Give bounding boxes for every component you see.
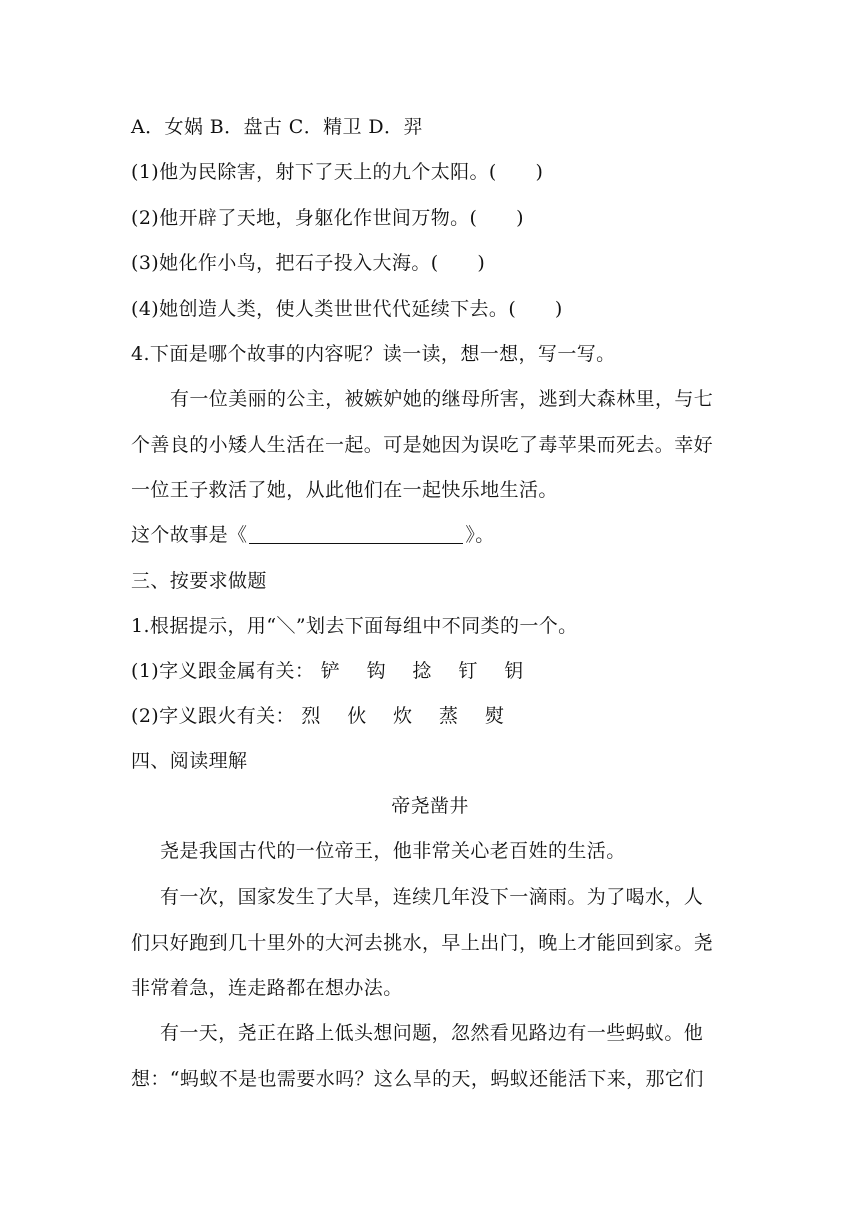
group-1-word: 铲 — [320, 660, 341, 682]
reading-title: 帝尧凿井 — [391, 795, 469, 817]
reading-line-3: 们只好跑到几十里外的大河去挑水，早上出门，晚上才能回到家。尧 — [131, 932, 714, 954]
answer-prefix: 这个故事是《 — [131, 524, 248, 546]
answer-suffix: 》。 — [465, 524, 495, 546]
word-group-1 — [131, 658, 544, 684]
section-3-q1-prompt: 1.根据提示，用“＼”划去下面每组中不同类的一个。 — [131, 615, 578, 637]
question-4-prompt: 4.下面是哪个故事的内容呢？读一读，想一想，写一写。 — [131, 343, 616, 365]
section-4-heading: 四、阅读理解 — [131, 750, 248, 772]
answer-blank[interactable] — [249, 525, 463, 544]
story-line-1: 有一位美丽的公主，被嫉妒她的继母所害，逃到大森林里，与七 — [170, 388, 714, 410]
match-item-4: (4)她创造人类，使人类世世代代延续下去。( ) — [131, 298, 563, 320]
reading-line-1: 尧是我国古代的一位帝王，他非常关心老百姓的生活。 — [160, 840, 626, 862]
section-3-heading: 三、按要求做题 — [131, 570, 267, 592]
group-1-word: 钥 — [504, 660, 524, 682]
group-1-label: (1)字义跟金属有关： — [131, 660, 315, 682]
match-item-3: (3)她化作小鸟，把石子投入大海。( ) — [131, 252, 486, 274]
group-1-word: 钉 — [458, 660, 478, 682]
reading-line-4: 非常着急，连走路都在想办法。 — [131, 977, 403, 999]
reading-line-5: 有一天，尧正在路上低头想问题，忽然看见路边有一些蚂蚁。他 — [160, 1022, 704, 1044]
story-answer-line — [131, 522, 495, 548]
group-2-word: 熨 — [484, 705, 505, 727]
reading-line-2: 有一次，国家发生了大旱，连续几年没下一滴雨。为了喝水，人 — [160, 886, 704, 908]
word-group-2 — [131, 703, 524, 729]
match-item-2: (2)他开辟了天地，身躯化作世间万物。( ) — [131, 207, 524, 229]
group-2-label: (2)字义跟火有关： — [131, 705, 295, 727]
story-line-2: 个善良的小矮人生活在一起。可是她因为误吃了毒苹果而死去。幸好 — [131, 434, 714, 456]
group-2-word: 炊 — [393, 705, 413, 727]
group-2-word: 蒸 — [438, 705, 459, 727]
choices-line: A．女娲 B．盘古 C．精卫 D．羿 — [131, 116, 423, 138]
match-item-1: (1)他为民除害，射下了天上的九个太阳。( ) — [131, 161, 544, 183]
group-2-word: 烈 — [301, 705, 321, 727]
group-1-word: 捻 — [412, 660, 432, 682]
reading-line-6: 想：“蚂蚁不是也需要水吗？这么旱的天，蚂蚁还能活下来，那它们 — [131, 1068, 704, 1090]
group-2-word: 伙 — [347, 705, 367, 727]
story-line-3: 一位王子救活了她，从此他们在一起快乐地生活。 — [131, 479, 558, 501]
group-1-word: 钩 — [366, 660, 387, 682]
